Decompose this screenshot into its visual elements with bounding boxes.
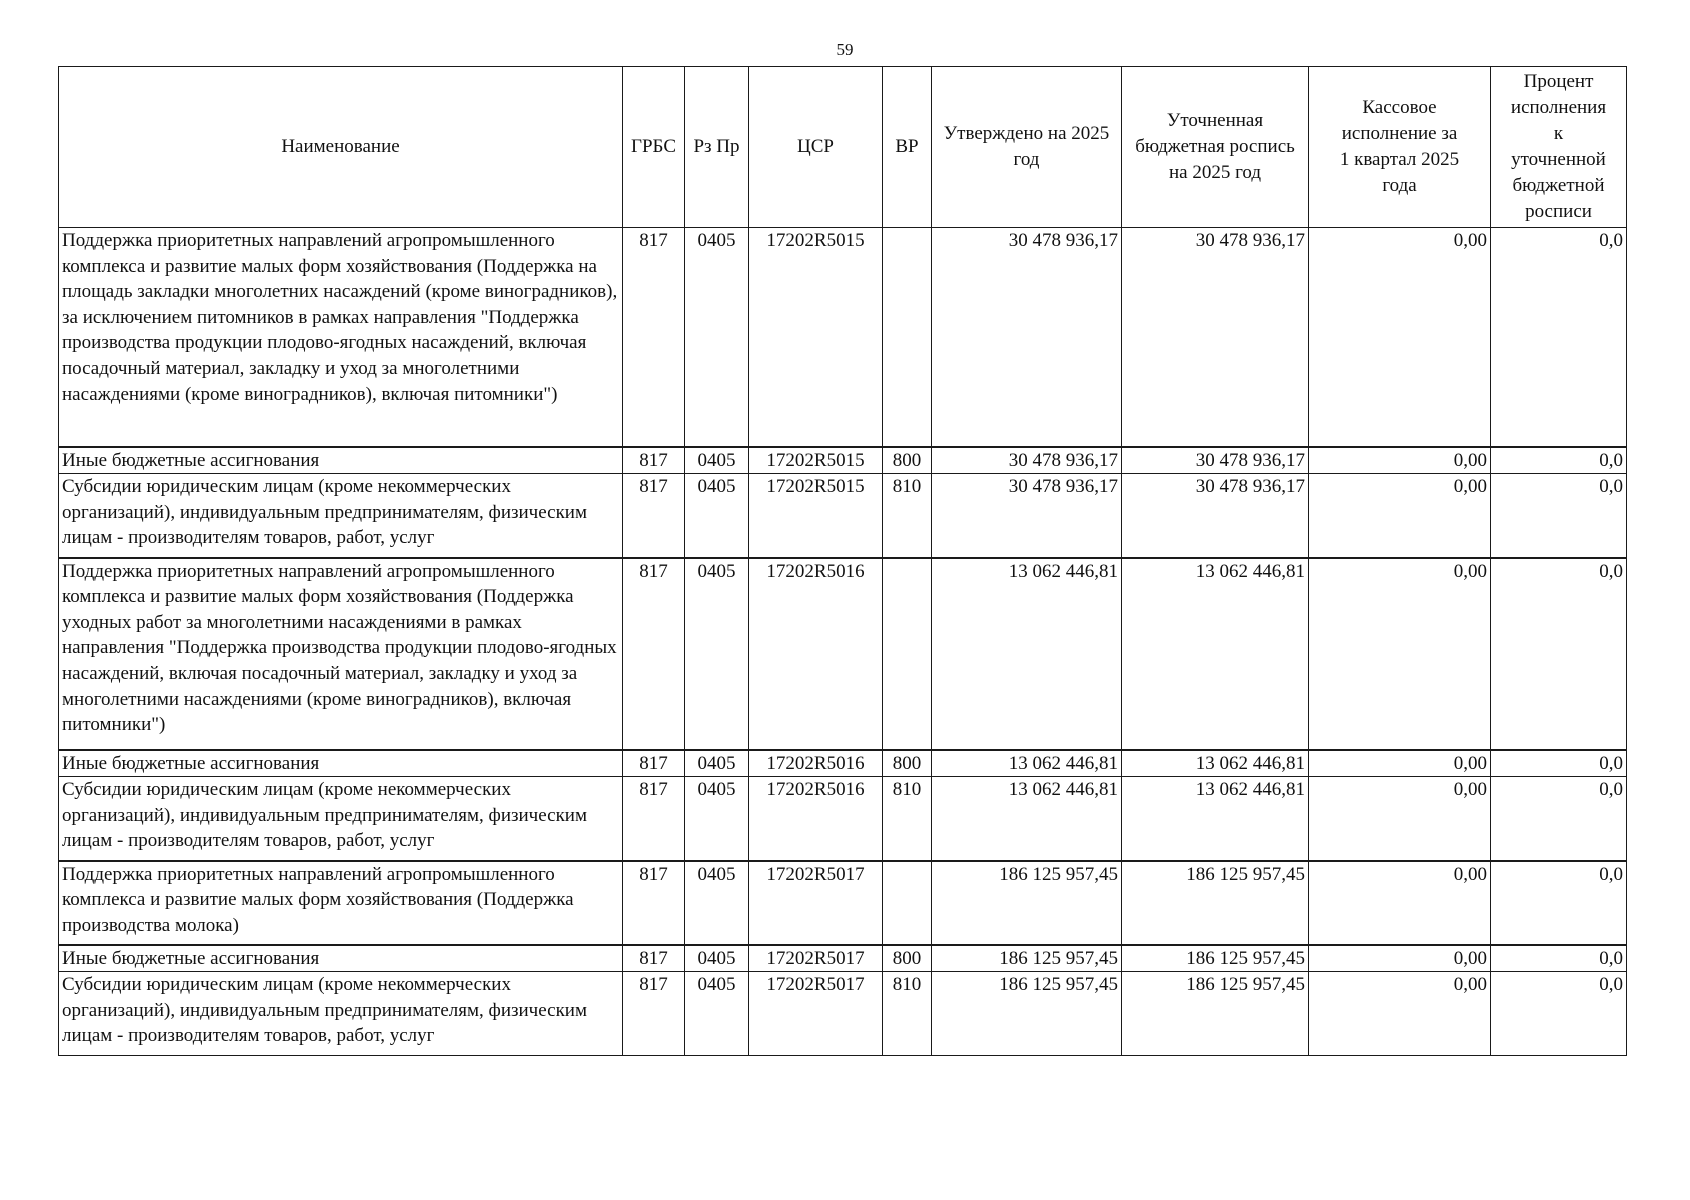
row-name: Субсидии юридическим лицам (кроме некоммерческих организаций), индивидуальным предпринимателям, физическим лицам - производителям товаров, работ, услуг [59,972,623,1056]
row-approved: 13 062 446,81 [932,777,1122,861]
row-rzpr: 0405 [685,861,749,945]
row-approved: 13 062 446,81 [932,558,1122,750]
row-csr: 17202R5017 [749,861,883,945]
row-rzpr: 0405 [685,777,749,861]
header-cash: Кассовое исполнение за 1 квартал 2025 года [1309,67,1491,228]
row-csr: 17202R5016 [749,558,883,750]
row-grbs: 817 [623,447,685,474]
row-cash: 0,00 [1309,558,1491,750]
row-grbs: 817 [623,558,685,750]
row-name: Поддержка приоритетных направлений агропромышленного комплекса и развитие малых форм хозяйствования (Поддержка производства молока) [59,861,623,945]
row-csr: 17202R5016 [749,777,883,861]
page-number: 59 [836,40,854,59]
row-vr: 810 [883,474,932,558]
row-grbs: 817 [623,945,685,972]
header-vr: ВР [883,67,932,228]
row-percent: 0,0 [1491,945,1627,972]
row-csr: 17202R5016 [749,750,883,777]
row-rzpr: 0405 [685,558,749,750]
row-refined: 186 125 957,45 [1122,861,1309,945]
row-approved: 186 125 957,45 [932,945,1122,972]
row-name: Поддержка приоритетных направлений агропромышленного комплекса и развитие малых форм хозяйствования (Поддержка на площадь закладки многолетних насаждений (кроме виноградников), за исключением питомников в рамках направления "Поддержка производства продукции плодово-ягодных насаждений, включая посадочный материал, закладку и уход за многолетними насаждениями (кроме виноградников), включая питомники") [59,228,623,447]
row-vr: 800 [883,447,932,474]
row-percent: 0,0 [1491,750,1627,777]
header-csr: ЦСР [749,67,883,228]
table-row [59,447,1627,474]
row-refined: 13 062 446,81 [1122,750,1309,777]
header-approved: Утверждено на 2025 год [932,67,1122,228]
row-vr [883,861,932,945]
row-grbs: 817 [623,750,685,777]
row-refined: 13 062 446,81 [1122,777,1309,861]
row-rzpr: 0405 [685,228,749,447]
row-cash: 0,00 [1309,474,1491,558]
header-refined: Уточненная бюджетная роспись на 2025 год [1122,67,1309,228]
table-row [59,861,1627,945]
row-grbs: 817 [623,228,685,447]
table-row [59,474,1627,558]
row-approved: 30 478 936,17 [932,447,1122,474]
row-percent: 0,0 [1491,474,1627,558]
row-cash: 0,00 [1309,777,1491,861]
row-refined: 13 062 446,81 [1122,558,1309,750]
row-rzpr: 0405 [685,945,749,972]
row-percent: 0,0 [1491,228,1627,447]
row-percent: 0,0 [1491,558,1627,750]
row-approved: 186 125 957,45 [932,972,1122,1056]
row-csr: 17202R5017 [749,945,883,972]
row-vr: 810 [883,972,932,1056]
row-vr: 800 [883,750,932,777]
table-row [59,945,1627,972]
row-name: Субсидии юридическим лицам (кроме некоммерческих организаций), индивидуальным предпринимателям, физическим лицам - производителям товаров, работ, услуг [59,474,623,558]
header-grbs: ГРБС [623,67,685,228]
row-percent: 0,0 [1491,447,1627,474]
row-refined: 30 478 936,17 [1122,474,1309,558]
row-name: Субсидии юридическим лицам (кроме некоммерческих организаций), индивидуальным предпринимателям, физическим лицам - производителям товаров, работ, услуг [59,777,623,861]
table-row [59,558,1627,750]
budget-execution-table [58,66,1627,1056]
table-row [59,972,1627,1056]
row-vr: 810 [883,777,932,861]
row-cash: 0,00 [1309,228,1491,447]
row-rzpr: 0405 [685,447,749,474]
row-approved: 13 062 446,81 [932,750,1122,777]
row-cash: 0,00 [1309,750,1491,777]
row-cash: 0,00 [1309,861,1491,945]
header-rzpr: Рз Пр [685,67,749,228]
row-refined: 30 478 936,17 [1122,228,1309,447]
row-rzpr: 0405 [685,474,749,558]
row-cash: 0,00 [1309,945,1491,972]
row-vr [883,558,932,750]
table-row [59,777,1627,861]
row-percent: 0,0 [1491,777,1627,861]
row-approved: 30 478 936,17 [932,474,1122,558]
row-refined: 186 125 957,45 [1122,972,1309,1056]
header-name: Наименование [59,67,623,228]
row-cash: 0,00 [1309,447,1491,474]
table-header-row [59,67,1627,228]
row-grbs: 817 [623,861,685,945]
row-name: Иные бюджетные ассигнования [59,750,623,777]
row-csr: 17202R5017 [749,972,883,1056]
row-refined: 30 478 936,17 [1122,447,1309,474]
row-percent: 0,0 [1491,861,1627,945]
row-approved: 186 125 957,45 [932,861,1122,945]
row-grbs: 817 [623,972,685,1056]
table-row [59,228,1627,447]
row-csr: 17202R5015 [749,474,883,558]
row-name: Поддержка приоритетных направлений агропромышленного комплекса и развитие малых форм хозяйствования (Поддержка уходных работ за многолетними насаждениями в рамках направления "Поддержка производства продукции плодово-ягодных насаждений, включая посадочный материал, закладку и уход за многолетними насаждениями (кроме виноградников), включая питомники") [59,558,623,750]
row-name: Иные бюджетные ассигнования [59,447,623,474]
row-vr: 800 [883,945,932,972]
row-approved: 30 478 936,17 [932,228,1122,447]
row-rzpr: 0405 [685,972,749,1056]
row-refined: 186 125 957,45 [1122,945,1309,972]
row-name: Иные бюджетные ассигнования [59,945,623,972]
row-csr: 17202R5015 [749,447,883,474]
table-row [59,750,1627,777]
row-grbs: 817 [623,777,685,861]
row-grbs: 817 [623,474,685,558]
header-percent: Процент исполнения к уточненной бюджетной росписи [1491,67,1627,228]
row-vr [883,228,932,447]
row-rzpr: 0405 [685,750,749,777]
row-csr: 17202R5015 [749,228,883,447]
row-cash: 0,00 [1309,972,1491,1056]
row-percent: 0,0 [1491,972,1627,1056]
